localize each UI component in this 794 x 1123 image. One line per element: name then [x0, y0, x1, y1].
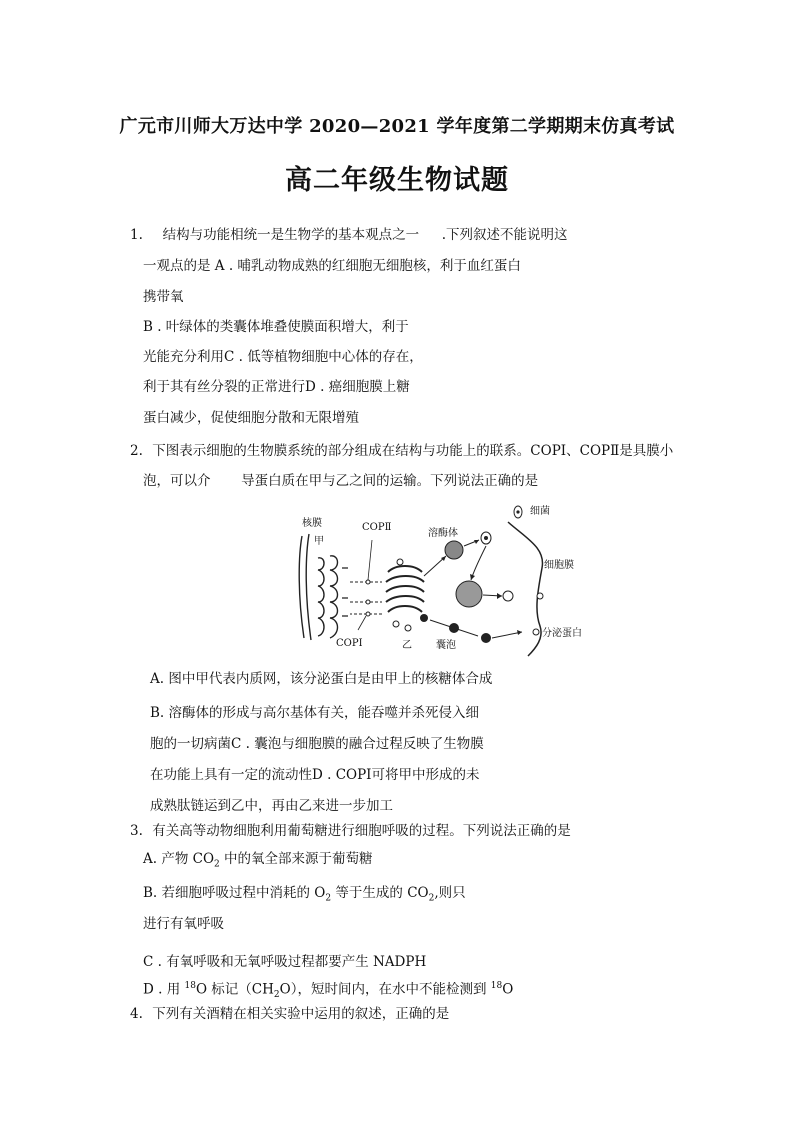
q3-d-mid1: O 标记（CH: [195, 981, 274, 998]
golgi-cisterna-3: [386, 586, 424, 592]
biomembrane-diagram: [296, 498, 592, 658]
cop1-pointer: [358, 616, 366, 630]
q3-stem: [130, 822, 571, 840]
golgi-cisterna-4: [386, 596, 424, 602]
q3-stem-text: 有关高等动物细胞利用葡萄糖进行细胞呼吸的过程。下列说法正确的是: [152, 823, 571, 839]
q2-option-a: A. 图中甲代表内质网，该分泌蛋白是由甲上的核糖体合成: [150, 671, 493, 687]
q1-line-2: 一观点的是 A . 哺乳动物成熟的红细胞无细胞核，利于血红蛋白: [143, 258, 521, 274]
q1-line-5: 光能充分利用C . 低等植物细胞中心体的存在，: [143, 349, 423, 365]
q4-stem: [130, 1005, 449, 1023]
golgi-cisterna-1: [388, 566, 422, 572]
q2-number: 2.: [130, 443, 143, 459]
q1-stem-b: .下列叙述不能说明这: [441, 227, 568, 243]
q2-stem-line-2: [143, 472, 538, 490]
q3-b-pre: B. 若细胞呼吸过程中消耗的 O: [143, 885, 326, 901]
label-cop1: COPⅠ: [336, 638, 363, 649]
nuclear-membrane-outer: [299, 536, 304, 638]
q1-stem-a: 结构与功能相统一是生物学的基本观点之一: [162, 227, 420, 243]
arrow-to-membrane: [492, 632, 522, 638]
exam-title: 高二年级生物试题: [285, 165, 509, 196]
er-ribosome-ticks: [342, 568, 348, 616]
q3-b-post: ,则只: [434, 885, 466, 901]
nuclear-membrane-inner: [306, 534, 311, 640]
cop1-vesicle: [366, 612, 370, 616]
cop2-vesicle-2: [366, 600, 370, 604]
q1-line-4: B . 叶绿体的类囊体堆叠使膜面积增大，利于: [143, 319, 409, 335]
q2-stem: [130, 442, 673, 460]
er-membrane-1: [318, 558, 324, 636]
large-vesicle: [456, 581, 482, 607]
golgi-cisterna-2: [386, 576, 424, 582]
golgi-vesicle-dark: [420, 614, 428, 622]
arrow-to-large-vesicle: [471, 546, 486, 580]
q1-line-3: 携带氧: [143, 289, 184, 305]
q2-line-c: 胞的一切病菌C . 囊泡与细胞膜的融合过程反映了生物膜: [150, 736, 484, 752]
q3-option-b-line-2: 进行有氧呼吸: [143, 916, 224, 932]
q3-number: 3.: [130, 823, 143, 839]
golgi-vesicle-c: [397, 559, 403, 565]
label-vesicle: 囊泡: [436, 640, 456, 651]
q3-d-sub: 2: [273, 990, 280, 1001]
secretion-site: [533, 629, 539, 635]
cell-membrane-curve: [508, 522, 543, 656]
q1-line-7: 蛋白减少，促使细胞分散和无限增殖: [143, 410, 359, 426]
q1-stem: [130, 226, 567, 244]
q2-stem-2a: 泡，可以介: [143, 473, 211, 489]
q3-a-sub: 2: [214, 859, 220, 870]
q3-d-mid2: O），短时间内，在水中不能检测到: [279, 981, 491, 998]
vesicle-dark-2: [481, 633, 491, 643]
cop2-vesicle-1: [366, 580, 370, 584]
cop2-pointer: [368, 540, 372, 580]
q3-a-post: 中的氧全部来源于葡萄糖: [219, 851, 373, 867]
label-lysosome: 溶酶体: [428, 528, 458, 539]
q3-option-d: [143, 977, 513, 1004]
q3-option-c: C . 有氧呼吸和无氧呼吸过程都要产生 NADPH: [143, 954, 427, 970]
q3-b-sub1: 2: [325, 893, 332, 904]
q4-stem-text: 下列有关酒精在相关实验中运用的叙述，正确的是: [152, 1006, 450, 1022]
membrane-pore: [537, 593, 543, 599]
label-bacteria: 细菌: [530, 506, 550, 517]
lysosome: [445, 541, 463, 559]
school-title: 广元市川师大万达中学 2020—2021 学年度第二学期期末仿真考试: [119, 116, 675, 137]
label-nuclear-membrane: 核膜: [302, 518, 322, 529]
vesicle-dark-1: [449, 623, 459, 633]
q2-line-e: 成熟肽链运到乙中，再由乙来进一步加工: [150, 798, 393, 814]
q2-line-d: 在功能上具有一定的流动性D . COPⅠ可将甲中形成的未: [150, 767, 480, 783]
q2-stem-2b: 导蛋白质在甲与乙之间的运输。下列说法正确的是: [241, 473, 539, 489]
q3-b-mid: 等于生成的 CO: [331, 885, 429, 901]
er-membrane-2: [330, 556, 338, 638]
q3-a-pre: A. 产物 CO: [143, 851, 215, 867]
small-vesicle: [503, 591, 513, 601]
golgi-vesicle-a: [393, 621, 399, 627]
label-secreted-protein: 分泌蛋白: [542, 628, 582, 639]
q1-line-6: 利于其有丝分裂的正常进行D . 癌细胞膜上糖: [143, 379, 410, 395]
q3-d-sup2: 18: [490, 981, 503, 991]
q3-d-pre: D . 用: [143, 981, 185, 998]
q2-option-b: B. 溶酶体的形成与高尔基体有关，能吞噬并杀死侵入细: [150, 705, 480, 721]
q3-d-sup1: 18: [184, 981, 196, 991]
q3-option-b: [143, 884, 466, 908]
golgi-cisterna-5: [388, 606, 422, 612]
q4-number: 4.: [130, 1006, 143, 1022]
label-jia: 甲: [314, 536, 324, 547]
golgi-vesicle-b: [405, 625, 411, 631]
label-cell-membrane: 细胞膜: [544, 560, 574, 571]
label-yi: 乙: [402, 640, 412, 651]
q3-d-post: O: [502, 981, 514, 998]
q2-stem-text: 下图表示细胞的生物膜系统的部分组成在结构与功能上的联系。COPⅠ、COPⅡ是具膜小: [152, 443, 674, 459]
q3-option-a: [143, 850, 373, 874]
label-cop2: COPⅡ: [362, 522, 392, 533]
q3-b-sub2: 2: [428, 893, 435, 904]
q1-number: 1.: [130, 227, 143, 243]
